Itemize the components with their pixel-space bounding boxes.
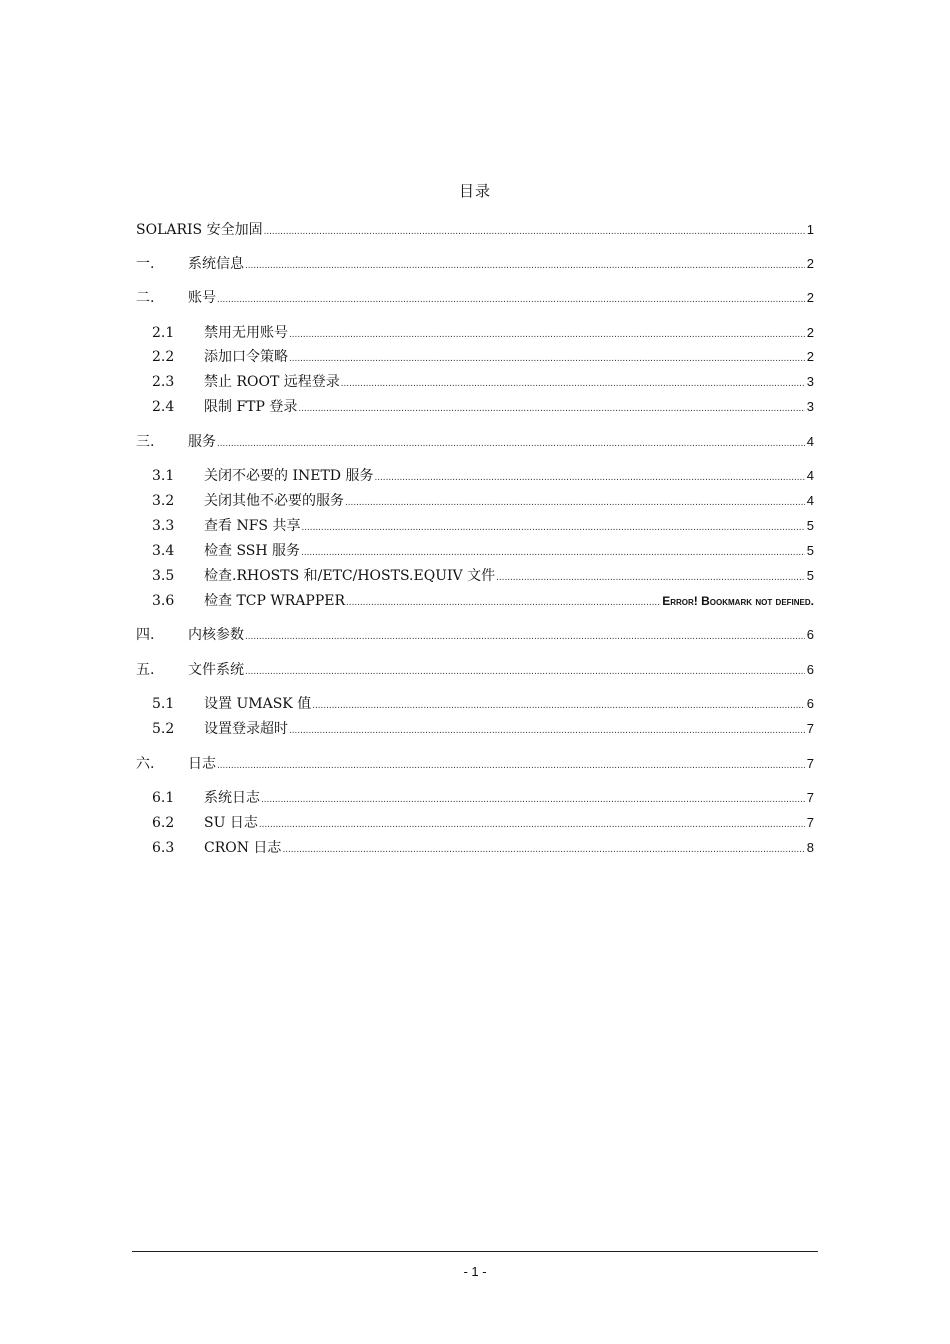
toc-entry-label: 关闭其他不必要的服务	[204, 493, 344, 509]
toc-entry-5[interactable]	[136, 659, 814, 679]
toc-entry-page: 2	[806, 349, 814, 364]
toc-entry-2-3[interactable]	[136, 371, 814, 391]
toc-leader-dots	[264, 225, 805, 239]
toc-entry-label: 文件系统	[188, 662, 244, 678]
toc-entry-label: 禁止 ROOT 远程登录	[204, 374, 340, 390]
toc-leader-dots	[245, 630, 805, 644]
toc-entry-number: 四.	[136, 627, 155, 643]
toc-leader-dots	[217, 759, 805, 773]
toc-entry-3-1[interactable]	[136, 465, 814, 485]
toc-entry-label: 检查 SSH 服务	[204, 543, 301, 559]
toc-entry-label: 日志	[188, 756, 216, 772]
toc-entry-number: 6.3	[152, 840, 175, 856]
toc-entry-number: 三.	[136, 434, 155, 450]
toc-entry-label: 添加口令策略	[204, 349, 288, 365]
toc-leader-dots	[289, 352, 805, 366]
toc-title: 目录	[458, 182, 491, 200]
toc-leader-dots	[301, 521, 805, 535]
toc-leader-dots	[301, 546, 805, 560]
toc-entry-page: 7	[806, 815, 814, 830]
toc-entry-page: 5	[806, 543, 814, 558]
toc-entry-page: 5	[806, 568, 814, 583]
toc-entry-6-3[interactable]	[136, 837, 814, 857]
toc-entry-number: 3.1	[152, 468, 175, 484]
toc-entry-3-6[interactable]	[136, 590, 814, 610]
toc-entry-label: 查看 NFS 共享	[204, 518, 301, 534]
toc-leader-dots	[496, 571, 805, 585]
toc-entry-2-1[interactable]	[136, 322, 814, 342]
toc-leader-dots	[312, 699, 805, 713]
toc-entry-number: 3.4	[152, 543, 175, 559]
toc-entry-number: 3.2	[152, 493, 175, 509]
toc-entry-page: 6	[806, 662, 814, 677]
toc-entry-number: 6.1	[152, 790, 175, 806]
toc-entry-label: 设置登录超时	[204, 721, 288, 737]
toc-entry-number: 3.6	[152, 593, 175, 609]
toc-entry-number: 5.1	[152, 696, 175, 712]
toc-entry-5-2[interactable]	[136, 718, 814, 738]
toc-entry-3-5[interactable]	[136, 565, 814, 585]
toc-leader-dots	[259, 818, 805, 832]
toc-entry-6[interactable]	[136, 753, 814, 773]
toc-leader-dots	[345, 496, 805, 510]
toc-entry-error-message: Error! Bookmark not defined.	[662, 594, 814, 608]
toc-entry-4[interactable]	[136, 624, 814, 644]
toc-entry-number: 五.	[136, 662, 155, 678]
toc-entry-label: 限制 FTP 登录	[204, 399, 298, 415]
toc-entry-number: 3.3	[152, 518, 175, 534]
toc-entry-number: 5.2	[152, 721, 175, 737]
toc-entry-3-3[interactable]	[136, 515, 814, 535]
toc-entry-1[interactable]	[136, 253, 814, 273]
toc-leader-dots	[346, 596, 661, 610]
toc-entry-2-4[interactable]	[136, 396, 814, 416]
toc-leader-dots	[245, 665, 805, 679]
toc-entry-label: 内核参数	[188, 627, 244, 643]
toc-entry-label: SOLARIS 安全加固	[136, 222, 263, 238]
toc-entry-page: 2	[806, 325, 814, 340]
footer-page-number: - 1 -	[463, 1264, 487, 1279]
toc-entry-label: 关闭不必要的 INETD 服务	[204, 468, 374, 484]
toc-entry-label: 服务	[188, 434, 216, 450]
toc-entry-label: 检查 TCP WRAPPER	[204, 593, 346, 609]
toc-entry-6-1[interactable]	[136, 787, 814, 807]
footer-divider	[132, 1251, 818, 1252]
toc-entry-label: 检查.RHOSTS 和/ETC/HOSTS.EQUIV 文件	[204, 568, 496, 584]
toc-leader-dots	[245, 259, 805, 273]
toc-entry-number: 3.5	[152, 568, 175, 584]
toc-entry-page: 2	[806, 256, 814, 271]
toc-entry-number: 一.	[136, 256, 155, 272]
toc-entry-3-4[interactable]	[136, 540, 814, 560]
toc-entry-page: 7	[806, 721, 814, 736]
toc-leader-dots	[341, 377, 805, 391]
toc-entry-label: 系统日志	[204, 790, 260, 806]
toc-entry-label: CRON 日志	[204, 840, 282, 856]
toc-entry-number: 六.	[136, 756, 155, 772]
toc-entry-label: 系统信息	[188, 256, 244, 272]
toc-entry-3[interactable]	[136, 431, 814, 451]
toc-entry-page: 3	[806, 399, 814, 414]
toc-leader-dots	[282, 843, 805, 857]
toc-entry-title[interactable]	[136, 219, 814, 239]
toc-entry-number: 6.2	[152, 815, 175, 831]
toc-entry-5-1[interactable]	[136, 693, 814, 713]
toc-entry-label: SU 日志	[204, 815, 258, 831]
toc-entry-3-2[interactable]	[136, 490, 814, 510]
toc-entry-number: 2.2	[152, 349, 175, 365]
toc-entry-page: 2	[806, 290, 814, 305]
toc-entry-number: 二.	[136, 290, 155, 306]
toc-entry-page: 6	[806, 627, 814, 642]
toc-entry-label: 禁用无用账号	[204, 325, 288, 341]
toc-leader-dots	[217, 293, 805, 307]
toc-entry-page: 5	[806, 518, 814, 533]
toc-entry-page: 4	[806, 493, 814, 508]
toc-entry-page: 8	[806, 840, 814, 855]
toc-entry-number: 2.3	[152, 374, 175, 390]
toc-entry-page: 1	[806, 222, 814, 237]
toc-entry-2-2[interactable]	[136, 346, 814, 366]
toc-entry-page: 7	[806, 790, 814, 805]
toc-entry-2[interactable]	[136, 287, 814, 307]
toc-leader-dots	[217, 437, 805, 451]
toc-leader-dots	[289, 328, 805, 342]
toc-entry-page: 4	[806, 468, 814, 483]
toc-entry-page: 4	[806, 434, 814, 449]
toc-entry-6-2[interactable]	[136, 812, 814, 832]
toc-entry-page: 7	[806, 756, 814, 771]
toc-leader-dots	[298, 402, 805, 416]
toc-entry-page: 6	[806, 696, 814, 711]
toc-entry-label: 账号	[188, 290, 216, 306]
toc-leader-dots	[261, 793, 805, 807]
toc-leader-dots	[289, 724, 805, 738]
toc-entry-number: 2.1	[152, 325, 175, 341]
toc-leader-dots	[374, 471, 805, 485]
toc-entry-label: 设置 UMASK 值	[204, 696, 312, 712]
toc-entry-page: 3	[806, 374, 814, 389]
toc-entry-number: 2.4	[152, 399, 175, 415]
